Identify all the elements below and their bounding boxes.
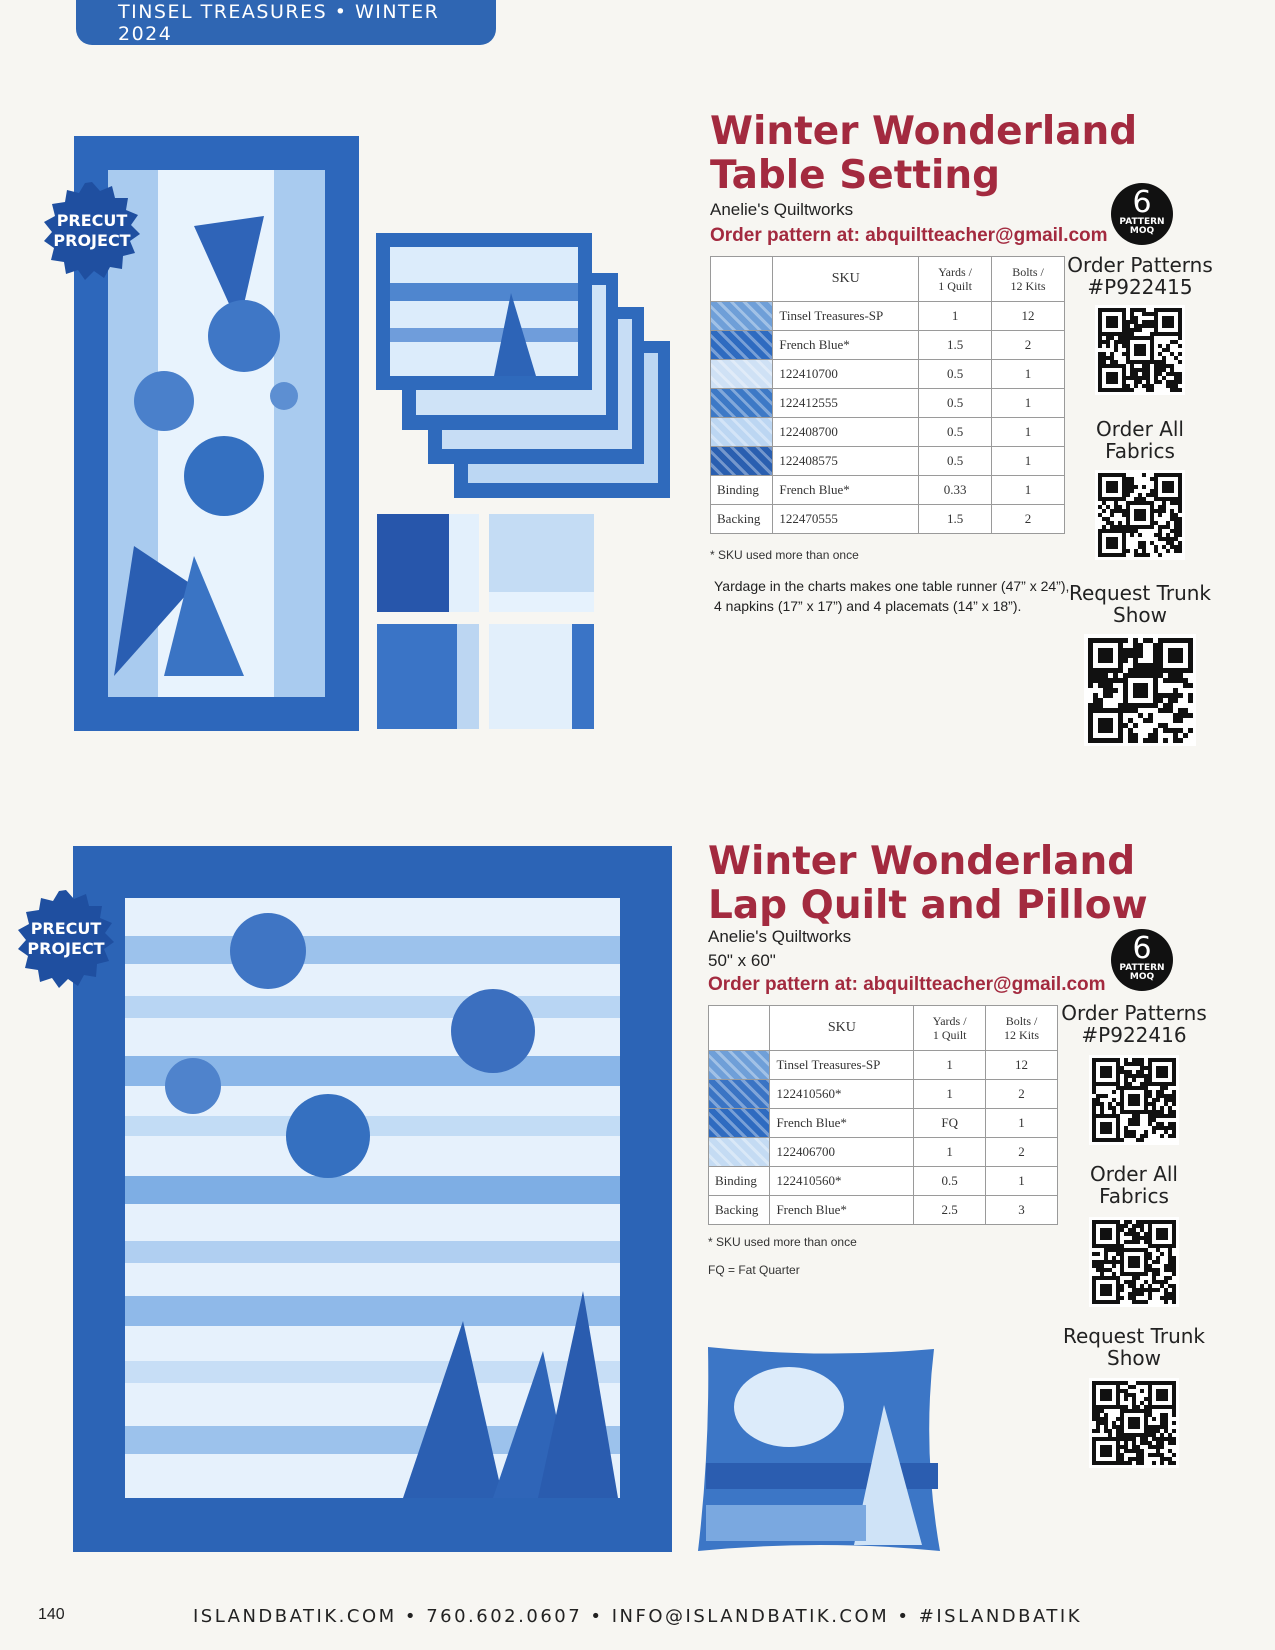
yards-cell: 1.5	[919, 505, 992, 534]
project1-title-line1: Winter Wonderland	[710, 109, 1138, 154]
bolts-cell: 2	[992, 505, 1065, 534]
fabric-swatch	[711, 447, 773, 476]
lap-quilt-photo	[73, 846, 672, 1552]
sku-cell: 122408700	[773, 418, 919, 447]
table-header-bolts: Bolts / 12 Kits	[992, 257, 1065, 302]
sku-cell: 122410700	[773, 360, 919, 389]
swatch-color	[711, 360, 772, 388]
header-text: TINSEL TREASURES • WINTER 2024	[118, 0, 440, 45]
order-patterns-label-1: Order Patterns #P922415	[1067, 253, 1213, 299]
fabric-swatch	[711, 418, 773, 447]
bolts-cell: 12	[986, 1051, 1058, 1080]
table-row	[709, 1167, 1058, 1196]
fabric-swatch	[711, 360, 773, 389]
swatch-color	[709, 1080, 769, 1108]
sku-cell: Tinsel Treasures-SP	[770, 1051, 914, 1080]
project1-order-line: Order pattern at: abquiltteacher@gmail.com	[710, 225, 1108, 246]
badge-line2: PROJECT	[27, 939, 105, 958]
table-row	[709, 1138, 1058, 1167]
sku-cell: 122410560*	[770, 1080, 914, 1109]
request-trunk-show-label-1: Request Trunk Show	[1068, 581, 1212, 627]
fabric-swatch	[709, 1138, 770, 1167]
table-row	[709, 1051, 1058, 1080]
yards-cell: 0.5	[919, 389, 992, 418]
sku-cell: 122410560*	[770, 1167, 914, 1196]
yards-cell: 0.5	[919, 447, 992, 476]
sku-cell: French Blue*	[773, 331, 919, 360]
moq-line2: MOQ	[1129, 226, 1155, 236]
request-trunk-show-qr-2[interactable]	[1089, 1378, 1179, 1468]
bolts-cell: 1	[992, 360, 1065, 389]
swatch-color	[709, 1109, 769, 1137]
sku-cell: French Blue*	[773, 476, 919, 505]
qr-code-icon	[1092, 1381, 1176, 1465]
moq-line1: PATTERN	[1119, 217, 1165, 227]
order-all-fabrics-label-1: Order All Fabrics	[1096, 417, 1184, 463]
table-row	[711, 447, 1065, 476]
request-trunk-show-label-2: Request Trunk Show	[1062, 1324, 1206, 1370]
bolts-cell: 2	[986, 1138, 1058, 1167]
bolts-cell: 2	[992, 331, 1065, 360]
row-label: Backing	[711, 505, 773, 534]
yardage-line1: Yardage in the charts makes one table runner (47” x 24”),	[714, 578, 1070, 594]
qr-code-icon	[1098, 473, 1182, 557]
yards-cell: 1	[919, 302, 992, 331]
fabric-swatch	[711, 302, 773, 331]
placemats-photo	[376, 233, 670, 498]
moq-line2: MOQ	[1129, 972, 1155, 982]
project1-note: * SKU used more than once	[710, 548, 859, 562]
fabric-swatch	[709, 1109, 770, 1138]
table-row	[711, 476, 1065, 505]
moq-number: 6	[1132, 931, 1152, 966]
project2-designer: Anelie's Quiltworks	[708, 927, 852, 946]
table-header-bolts: Bolts / 12 Kits	[986, 1006, 1058, 1051]
pattern-moq-badge-1	[1111, 183, 1173, 245]
table-row	[711, 389, 1065, 418]
moq-line1: PATTERN	[1119, 963, 1165, 973]
yards-cell: 1	[914, 1138, 986, 1167]
yards-cell: 2.5	[914, 1196, 986, 1225]
table-header-blank	[709, 1006, 770, 1051]
project2-title-line2: Lap Quilt and Pillow	[708, 883, 1148, 928]
fabric-swatch	[709, 1080, 770, 1109]
badge-line1: PRECUT	[56, 211, 128, 230]
table-row	[711, 505, 1065, 534]
moq-number: 6	[1132, 185, 1152, 220]
project2-fabric-table	[708, 1005, 1058, 1225]
table-header-yards: Yards / 1 Quilt	[919, 257, 992, 302]
bolts-cell: 3	[986, 1196, 1058, 1225]
fabric-swatch	[709, 1051, 770, 1080]
table-row	[711, 331, 1065, 360]
table-row	[709, 1196, 1058, 1225]
yards-cell: 0.33	[919, 476, 992, 505]
table-row	[709, 1109, 1058, 1138]
footer-contact: ISLANDBATIK.COM • 760.602.0607 • INFO@ISLANDBATIK.COM • #ISLANDBATIK	[192, 1606, 1083, 1627]
fabric-swatch	[711, 331, 773, 360]
project2-size: 50" x 60"	[708, 951, 776, 970]
bolts-cell: 1	[992, 447, 1065, 476]
bolts-cell: 1	[986, 1109, 1058, 1138]
swatch-color	[711, 389, 772, 417]
table-header-sku: SKU	[770, 1006, 914, 1051]
table-header-sku: SKU	[773, 257, 919, 302]
swatch-color	[709, 1138, 769, 1166]
page-number: 140	[38, 1606, 65, 1623]
bolts-cell: 12	[992, 302, 1065, 331]
yards-cell: 0.5	[914, 1167, 986, 1196]
qr-code-icon	[1098, 308, 1182, 392]
project1-title	[710, 110, 1137, 198]
sku-cell: Tinsel Treasures-SP	[773, 302, 919, 331]
swatch-color	[711, 418, 772, 446]
project2-title-line1: Winter Wonderland	[708, 839, 1136, 884]
order-patterns-label-2: Order Patterns #P922416	[1061, 1001, 1207, 1047]
precut-project-badge-1	[42, 182, 142, 282]
yardage-line2: 4 napkins (17” x 17”) and 4 placemats (14” x 18”).	[714, 598, 1022, 614]
qr-code-icon	[1092, 1220, 1176, 1304]
badge-line2: PROJECT	[53, 231, 131, 250]
project2-title	[708, 840, 1148, 928]
sku-cell: French Blue*	[770, 1196, 914, 1225]
project2-note2: FQ = Fat Quarter	[708, 1263, 800, 1277]
table-header-blank	[711, 257, 773, 302]
project1-designer: Anelie's Quiltworks	[710, 200, 854, 219]
yards-cell: 0.5	[919, 418, 992, 447]
row-label: Backing	[709, 1196, 770, 1225]
sku-cell: 122406700	[770, 1138, 914, 1167]
order-patterns-qr-1[interactable]	[1095, 305, 1185, 395]
qr-code-icon	[1092, 1058, 1176, 1142]
sku-cell: 122412555	[773, 389, 919, 418]
order-patterns-qr-2[interactable]	[1089, 1055, 1179, 1145]
yards-cell: 1.5	[919, 331, 992, 360]
request-trunk-show-qr-1[interactable]	[1084, 634, 1196, 746]
order-all-fabrics-qr-1[interactable]	[1095, 470, 1185, 560]
precut-project-badge-2	[16, 890, 116, 990]
napkins-photo	[377, 514, 594, 729]
sku-cell: 122470555	[773, 505, 919, 534]
swatch-color	[709, 1051, 769, 1079]
bolts-cell: 1	[992, 418, 1065, 447]
project2-note: * SKU used more than once	[708, 1235, 857, 1249]
table-row	[709, 1080, 1058, 1109]
swatch-color	[711, 331, 772, 359]
header-tab	[76, 0, 496, 45]
bolts-cell: 2	[986, 1080, 1058, 1109]
sku-cell: French Blue*	[770, 1109, 914, 1138]
project1-title-line2: Table Setting	[710, 153, 1001, 198]
table-row	[711, 360, 1065, 389]
table-header-yards: Yards / 1 Quilt	[914, 1006, 986, 1051]
row-label: Binding	[709, 1167, 770, 1196]
pillow-photo	[694, 1345, 949, 1553]
order-all-fabrics-label-2: Order All Fabrics	[1090, 1162, 1178, 1208]
yards-cell: 1	[914, 1080, 986, 1109]
order-all-fabrics-qr-2[interactable]	[1089, 1217, 1179, 1307]
yards-cell: 1	[914, 1051, 986, 1080]
yards-cell: FQ	[914, 1109, 986, 1138]
bolts-cell: 1	[992, 389, 1065, 418]
row-label: Binding	[711, 476, 773, 505]
project1-fabric-table	[710, 256, 1065, 534]
swatch-color	[711, 447, 772, 475]
project1-yardage	[714, 576, 1074, 616]
fabric-swatch	[711, 389, 773, 418]
badge-line1: PRECUT	[30, 919, 102, 938]
bolts-cell: 1	[986, 1167, 1058, 1196]
swatch-color	[711, 302, 772, 330]
pattern-moq-badge-2	[1111, 929, 1173, 991]
yards-cell: 0.5	[919, 360, 992, 389]
table-row	[711, 418, 1065, 447]
project2-order-line: Order pattern at: abquiltteacher@gmail.com	[708, 974, 1106, 995]
table-row	[711, 302, 1065, 331]
qr-code-icon	[1088, 638, 1193, 743]
sku-cell: 122408575	[773, 447, 919, 476]
bolts-cell: 1	[992, 476, 1065, 505]
